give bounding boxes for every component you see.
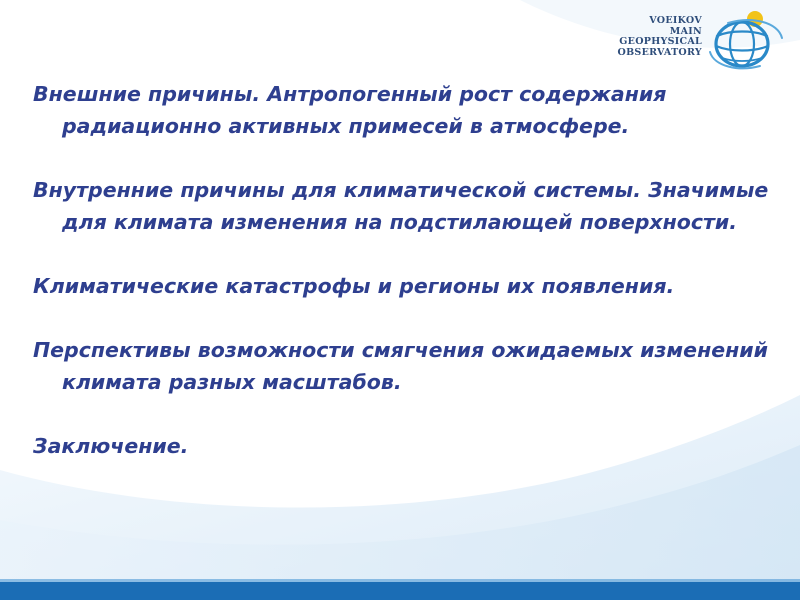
logo-line-4: OBSERVATORY (617, 46, 702, 58)
bottom-bar (0, 582, 800, 600)
logo-line-2: MAIN (669, 25, 702, 37)
item-conclusion: Заключение. (33, 434, 189, 458)
bullet-list (33, 78, 778, 462)
logo-line-1: VOEIKOV (649, 15, 702, 26)
item-internal-causes: Внутренние причины для климатической системы. Значимые для климата изменения на подстилающей поверхности. (33, 178, 769, 234)
globe-sun-icon (708, 8, 784, 72)
item-external-causes: Внешние причины. Антропогенный рост содержания радиационно активных примесей в атмосфере. (33, 82, 667, 138)
item-climate-catastrophes: Климатические катастрофы и регионы их появления. (33, 274, 675, 298)
logo-line-3: GEOPHYSICAL (619, 36, 702, 47)
item-mitigation-prospects: Перспективы возможности смягчения ожидаемых изменений климата разных масштабов. (33, 338, 769, 394)
logo-text (618, 16, 702, 58)
